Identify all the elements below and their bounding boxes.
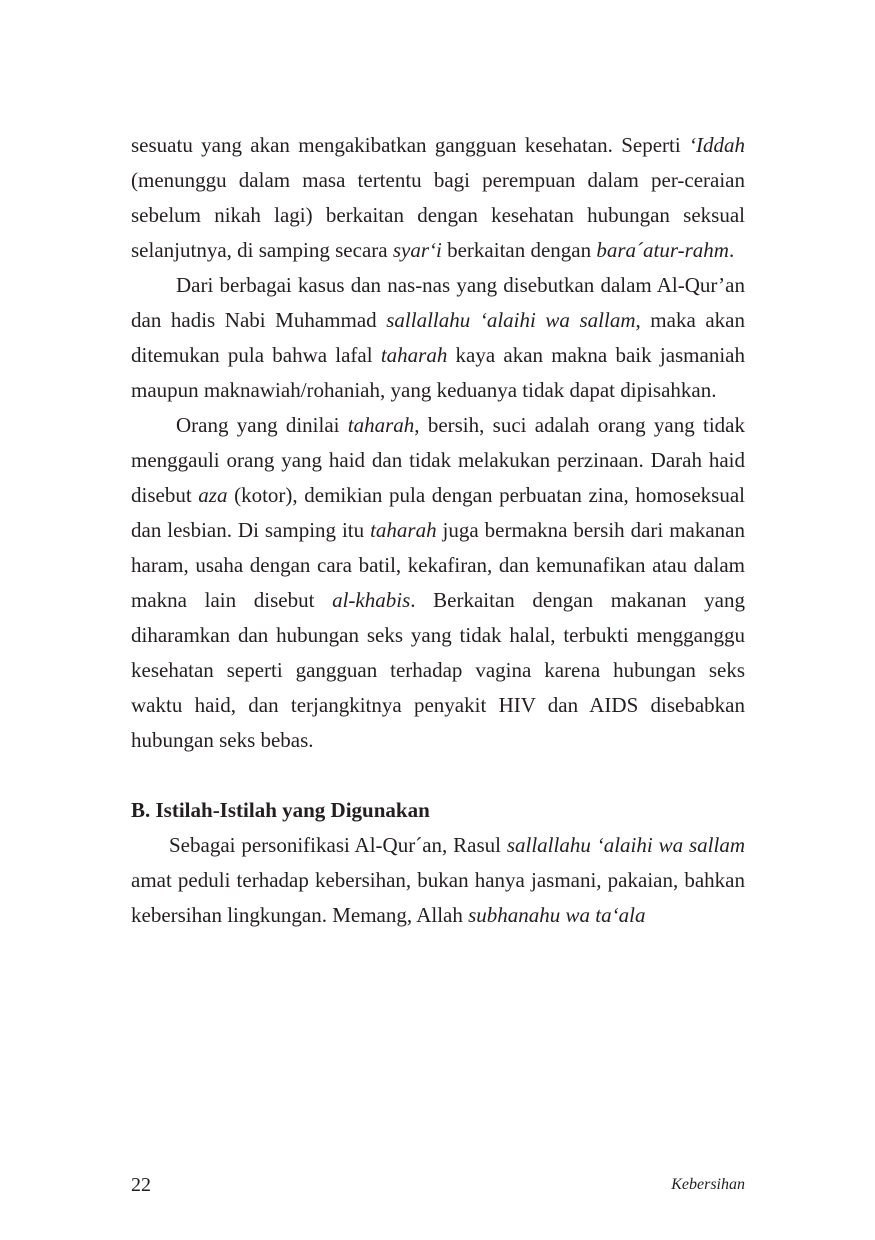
italic-term: sallallahu ‘alaihi wa sallam — [386, 308, 636, 332]
paragraph-2: Dari berbagai kasus dan nas-nas yang disebutkan dalam Al-Qur’an dan hadis Nabi Muhammad sallallahu ‘alaihi wa sallam, maka akan ditemukan pula bahwa lafal taharah kaya akan makna baik jasmaniah maupun maknawiah/rohaniah, yang keduanya tidak dapat dipisahkan. — [131, 273, 745, 402]
italic-term: taharah — [347, 413, 415, 437]
page-number: 22 — [131, 1174, 151, 1196]
page-footer — [131, 1170, 745, 1200]
page-body — [131, 128, 745, 933]
paragraph-3: Orang yang dinilai taharah, bersih, suci adalah orang yang tidak menggauli orang yang haid dan tidak melakukan perzinaan. Darah haid disebut aza (kotor), demikian pula dengan perbuatan zina, homoseksual dan lesbian. Di samping itu taharah juga bermakna bersih dari makanan haram, usaha dengan cara batil, kekafiran, dan kemunafikan atau dalam makna lain disebut al-khabis. Berkaitan dengan makanan yang diharamkan dan hubungan seks yang tidak halal, terbukti mengganggu kesehatan seperti gangguan terhadap vagina karena hubungan seks waktu haid, dan terjangkitnya penyakit HIV dan AIDS disebabkan hubungan seks bebas. — [131, 413, 745, 752]
section-heading: B. Istilah-Istilah yang Digunakan — [131, 798, 430, 822]
italic-term: taharah — [380, 343, 448, 367]
italic-term: al-khabis — [332, 588, 411, 612]
italic-term: ‘Iddah — [689, 133, 745, 157]
running-title: Kebersihan — [671, 1176, 745, 1193]
italic-term: bara´atur-rahm — [596, 238, 729, 262]
paragraph-4: Sebagai personifikasi Al-Qur´an, Rasul sallallahu ‘alaihi wa sallam amat peduli terhadap kebersihan, bukan hanya jasmani, pakaian, bahkan kebersihan lingkungan. Memang, Allah subhanahu wa ta‘ala — [131, 833, 745, 927]
paragraph-1: sesuatu yang akan mengakibatkan gangguan kesehatan. Seperti ‘Iddah (menunggu dalam masa tertentu bagi perempuan dalam per-ceraian sebelum nikah lagi) berkaitan dengan kesehatan hubungan seksual selanjutnya, di samping secara syar‘i berkaitan dengan bara´atur-rahm. — [131, 133, 745, 262]
italic-term: subhanahu wa ta‘ala — [468, 903, 646, 927]
italic-term: taharah — [370, 518, 437, 542]
italic-term: sallallahu ‘alaihi wa sallam — [506, 833, 745, 857]
italic-term: syar‘i — [392, 238, 442, 262]
italic-term: aza — [198, 483, 228, 507]
